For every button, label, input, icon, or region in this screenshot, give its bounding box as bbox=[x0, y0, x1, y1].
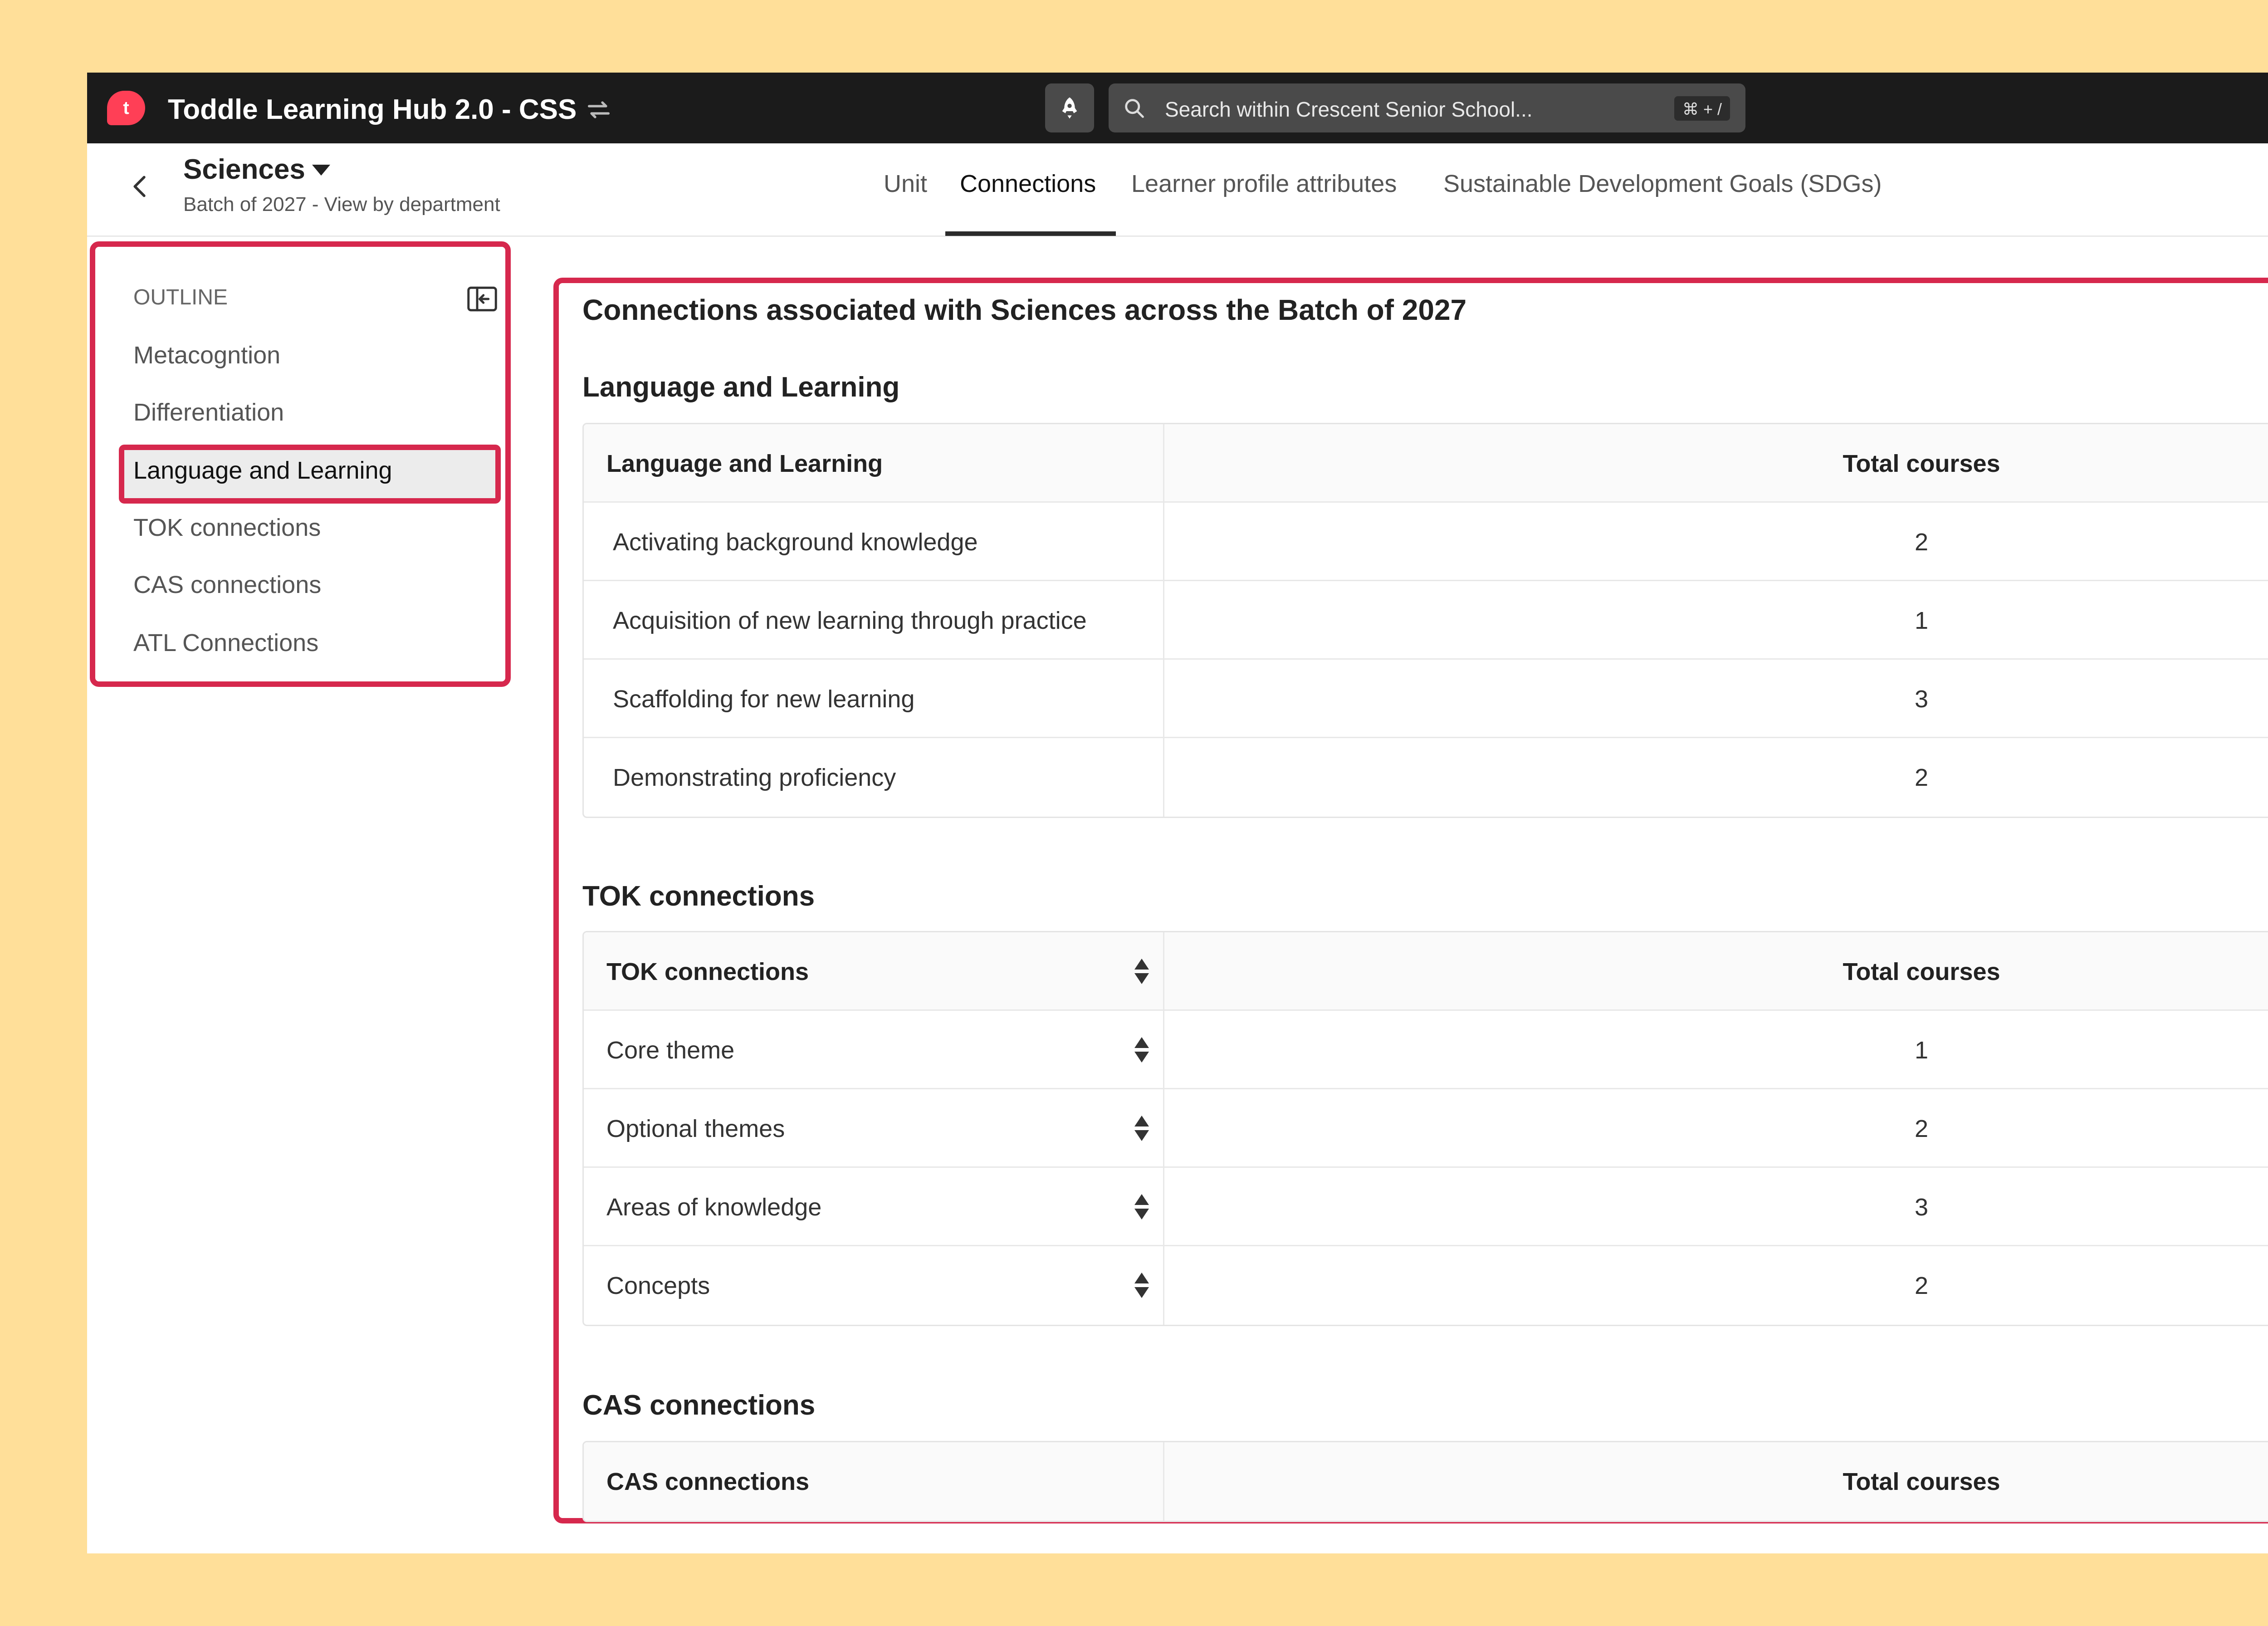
column-header-category bbox=[584, 1442, 1164, 1521]
rocket-icon bbox=[1057, 95, 1082, 121]
row-label: Optional themes bbox=[606, 1115, 785, 1142]
tab-learner-profile-attributes[interactable]: Learner profile attributes bbox=[1131, 170, 1397, 197]
row-label-cell bbox=[584, 738, 1164, 817]
page-header bbox=[87, 143, 2268, 237]
sidebar-item-language-and-learning[interactable]: Language and Learning bbox=[133, 457, 392, 484]
rocket-button[interactable] bbox=[1045, 83, 1094, 132]
tok-connections-table bbox=[582, 931, 2268, 1326]
row-label-cell[interactable] bbox=[584, 1168, 1164, 1245]
row-value: 2 bbox=[1914, 529, 1929, 556]
row-value: 2 bbox=[1914, 1115, 1929, 1142]
column-header-label: TOK connections bbox=[606, 958, 809, 985]
table-row bbox=[584, 503, 2268, 581]
row-value: 2 bbox=[1914, 764, 1929, 791]
row-value-cell bbox=[1164, 738, 2268, 817]
column-header-label: Language and Learning bbox=[606, 450, 883, 477]
tab-connections[interactable]: Connections bbox=[960, 170, 1096, 197]
expand-collapse-icon[interactable] bbox=[1134, 1116, 1149, 1141]
table-header-row bbox=[584, 932, 2268, 1011]
tab-unit[interactable]: Unit bbox=[884, 170, 928, 197]
top-bar bbox=[87, 73, 2268, 143]
row-label: Core theme bbox=[606, 1037, 735, 1064]
sidebar-item-cas-connections[interactable]: CAS connections bbox=[133, 571, 322, 598]
search-bar[interactable] bbox=[1109, 83, 1745, 132]
row-value: 3 bbox=[1914, 686, 1929, 713]
column-header-label: CAS connections bbox=[606, 1468, 810, 1495]
row-label: Demonstrating proficiency bbox=[613, 764, 896, 791]
search-shortcut-hint: ⌘ + / bbox=[1674, 96, 1730, 121]
sort-icon[interactable] bbox=[1134, 959, 1149, 984]
expand-collapse-icon[interactable] bbox=[1134, 1037, 1149, 1063]
sidebar-item-metacognition[interactable]: Metacogntion bbox=[133, 342, 281, 369]
row-value: 1 bbox=[1914, 607, 1929, 634]
table-row bbox=[584, 1089, 2268, 1168]
table-row bbox=[584, 738, 2268, 817]
tab-sdgs[interactable]: Sustainable Development Goals (SDGs) bbox=[1443, 170, 1882, 197]
language-and-learning-table bbox=[582, 423, 2268, 818]
row-label: Acquisition of new learning through practice bbox=[613, 607, 1087, 634]
row-value-cell bbox=[1164, 660, 2268, 737]
table-row bbox=[584, 1246, 2268, 1325]
search-icon bbox=[1122, 96, 1146, 120]
row-value-cell bbox=[1164, 581, 2268, 658]
expand-collapse-icon[interactable] bbox=[1134, 1194, 1149, 1220]
page-title: Connections associated with Sciences across the Batch of 2027 bbox=[582, 294, 1467, 326]
sidebar-item-tok-connections[interactable]: TOK connections bbox=[133, 514, 321, 541]
row-value-cell bbox=[1164, 1011, 2268, 1088]
row-value-cell bbox=[1164, 1168, 2268, 1245]
row-label: Scaffolding for new learning bbox=[613, 686, 915, 713]
row-value-cell bbox=[1164, 1246, 2268, 1325]
batch-subtitle: Batch of 2027 - View by department bbox=[183, 193, 500, 215]
outline-heading: OUTLINE bbox=[133, 285, 228, 309]
row-label: Concepts bbox=[606, 1272, 710, 1299]
column-header-category bbox=[584, 424, 1164, 501]
column-header-label: Total courses bbox=[1843, 958, 2000, 985]
app-window bbox=[87, 73, 2268, 1553]
row-value-cell bbox=[1164, 1089, 2268, 1166]
row-label-cell bbox=[584, 660, 1164, 737]
collapse-sidebar-icon[interactable] bbox=[465, 284, 499, 314]
row-value: 1 bbox=[1914, 1037, 1929, 1064]
table-header-row bbox=[584, 424, 2268, 503]
row-label: Activating background knowledge bbox=[613, 529, 978, 556]
active-tab-indicator bbox=[945, 231, 1116, 236]
row-value-cell bbox=[1164, 503, 2268, 580]
column-header-label: Total courses bbox=[1843, 450, 2000, 477]
department-dropdown[interactable]: Sciences bbox=[183, 154, 305, 185]
cas-connections-table bbox=[582, 1441, 2268, 1522]
toddle-logo[interactable]: t bbox=[107, 91, 145, 125]
column-header-total bbox=[1164, 1442, 2268, 1521]
row-value: 3 bbox=[1914, 1194, 1929, 1221]
row-label-cell[interactable] bbox=[584, 1011, 1164, 1088]
section-title-language-and-learning: Language and Learning bbox=[582, 372, 900, 403]
sidebar-item-atl-connections[interactable]: ATL Connections bbox=[133, 629, 319, 656]
table-row bbox=[584, 581, 2268, 660]
back-arrow-icon[interactable] bbox=[124, 171, 156, 202]
app-title[interactable]: Toddle Learning Hub 2.0 - CSS bbox=[168, 94, 577, 125]
caret-down-icon[interactable] bbox=[312, 163, 330, 177]
table-row bbox=[584, 1011, 2268, 1089]
column-header-label: Total courses bbox=[1843, 1468, 2000, 1495]
row-label-cell[interactable] bbox=[584, 1246, 1164, 1325]
sidebar-item-differentiation[interactable]: Differentiation bbox=[133, 399, 284, 426]
expand-collapse-icon[interactable] bbox=[1134, 1273, 1149, 1298]
table-header-row bbox=[584, 1442, 2268, 1521]
row-label-cell bbox=[584, 503, 1164, 580]
table-row bbox=[584, 660, 2268, 738]
switch-icon[interactable] bbox=[584, 95, 613, 124]
row-label-cell bbox=[584, 581, 1164, 658]
row-label: Areas of knowledge bbox=[606, 1194, 822, 1221]
section-title-tok-connections: TOK connections bbox=[582, 881, 815, 912]
row-label-cell[interactable] bbox=[584, 1089, 1164, 1166]
table-row bbox=[584, 1168, 2268, 1246]
column-header-total bbox=[1164, 932, 2268, 1009]
section-title-cas-connections: CAS connections bbox=[582, 1390, 816, 1421]
column-header-category[interactable] bbox=[584, 932, 1164, 1009]
search-input[interactable]: Search within Crescent Senior School... bbox=[1165, 98, 1533, 121]
row-value: 2 bbox=[1914, 1272, 1929, 1299]
column-header-total bbox=[1164, 424, 2268, 501]
